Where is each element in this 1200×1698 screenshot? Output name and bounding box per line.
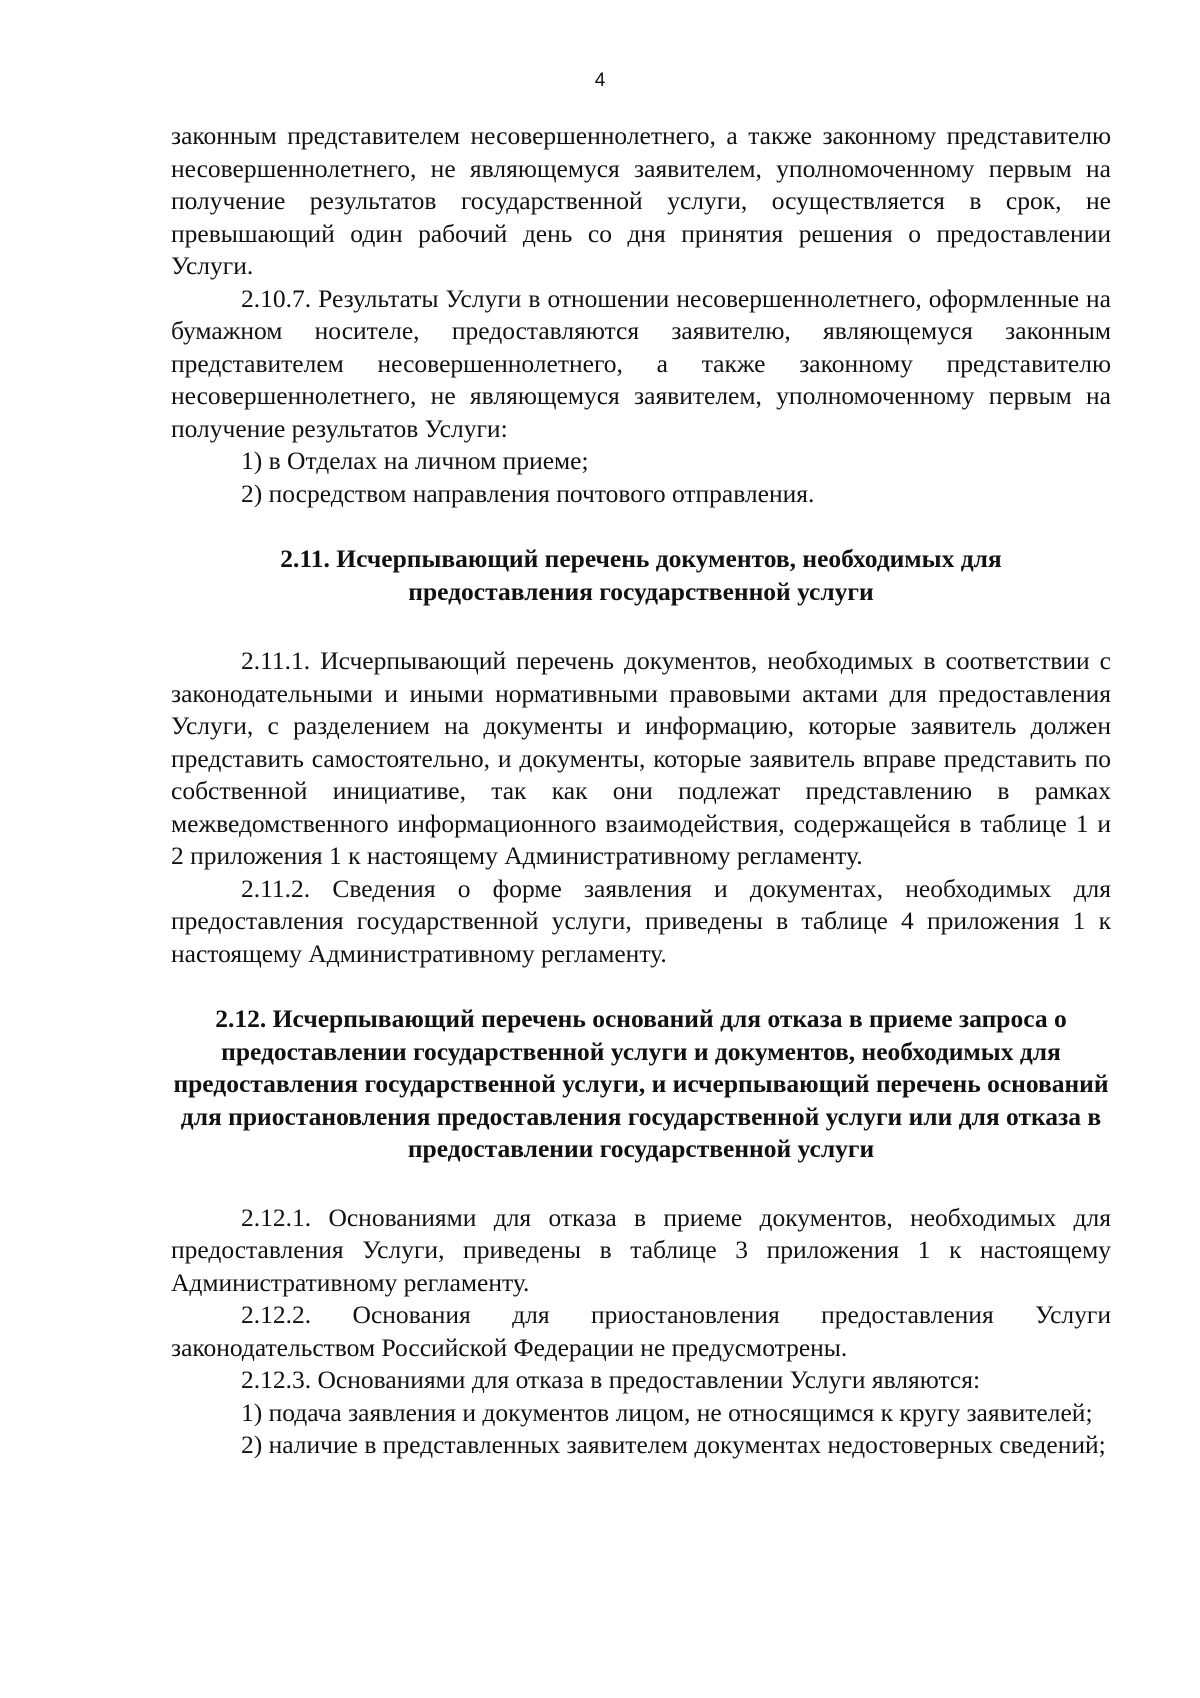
paragraph-2-12-2: 2.12.2. Основания для приостановления предоставления Услуги законодательством Российской Федерации не предусмотрены.: [171, 1300, 1111, 1362]
page-number: 4: [594, 70, 606, 91]
paragraph: законным представителем несовершеннолетнего, а также законному представителю несовершеннолетнего, не являющемуся заявителем, уполномоченному первым на получение результатов государственной услуги, осуществляется в срок, не превышающий один рабочий день со дня принятия решения о предоставлении Услуги.: [171, 121, 1111, 280]
paragraph-2-11-2: 2.11.2. Сведения о форме заявления и документах, необходимых для предоставления государственной услуги, приведены в таблице 4 приложения 1 к настоящему Административному регламенту.: [171, 873, 1111, 968]
paragraph-2-12-3: 2.12.3. Основаниями для отказа в предоставлении Услуги являются:: [241, 1365, 981, 1394]
list-item: 1) подача заявления и документов лицом, не относящимся к кругу заявителей;: [241, 1397, 1093, 1427]
list-item: 2) наличие в представленных заявителем документах недостоверных сведений;: [241, 1430, 1106, 1459]
section-heading-2-12: 2.12. Исчерпывающий перечень оснований для отказа в приеме запроса о предоставлении государственной услуги и документов, необходимых для предоставления государственной услуги, и исчерпывающий перечень оснований для приостановления предоставления государственной услуги или для отказа в предоставлении государственной услуги: [173, 1004, 1109, 1163]
list-item: 2) посредством направления почтового отправления.: [241, 478, 815, 508]
paragraph-2-10-7: 2.10.7. Результаты Услуги в отношении несовершеннолетнего, оформленные на бумажном носителе, предоставляются заявителю, являющемуся законным представителем несовершеннолетнего, а также законному представителю несовершеннолетнего, не являющемуся заявителем, уполномоченному первым на получение результатов Услуги:: [171, 283, 1111, 443]
paragraph-2-11-1: 2.11.1. Исчерпывающий перечень документов, необходимых в соответствии с законодательными и иными нормативными правовыми актами для предоставления Услуги, с разделением на документы и информацию, которые заявитель должен представить самостоятельно, и документы, которые заявитель вправе представить по собственной инициативе, так как они подлежат представлению в рамках межведомственного информационного взаимодействия, содержащейся в таблице 1 и 2 приложения 1 к настоящему Административному регламенту.: [171, 646, 1111, 870]
list-item: 1) в Отделах на личном приеме;: [241, 446, 589, 475]
paragraph-2-12-1: 2.12.1. Основаниями для отказа в приеме документов, необходимых для предоставления Услуги, приведены в таблице 3 приложения 1 к настоящему Административному регламенту.: [171, 1202, 1111, 1297]
document-body: [171, 120, 1111, 1462]
section-heading-2-11: 2.11. Исчерпывающий перечень документов, необходимых для предоставления государственной услуги: [280, 544, 1002, 606]
